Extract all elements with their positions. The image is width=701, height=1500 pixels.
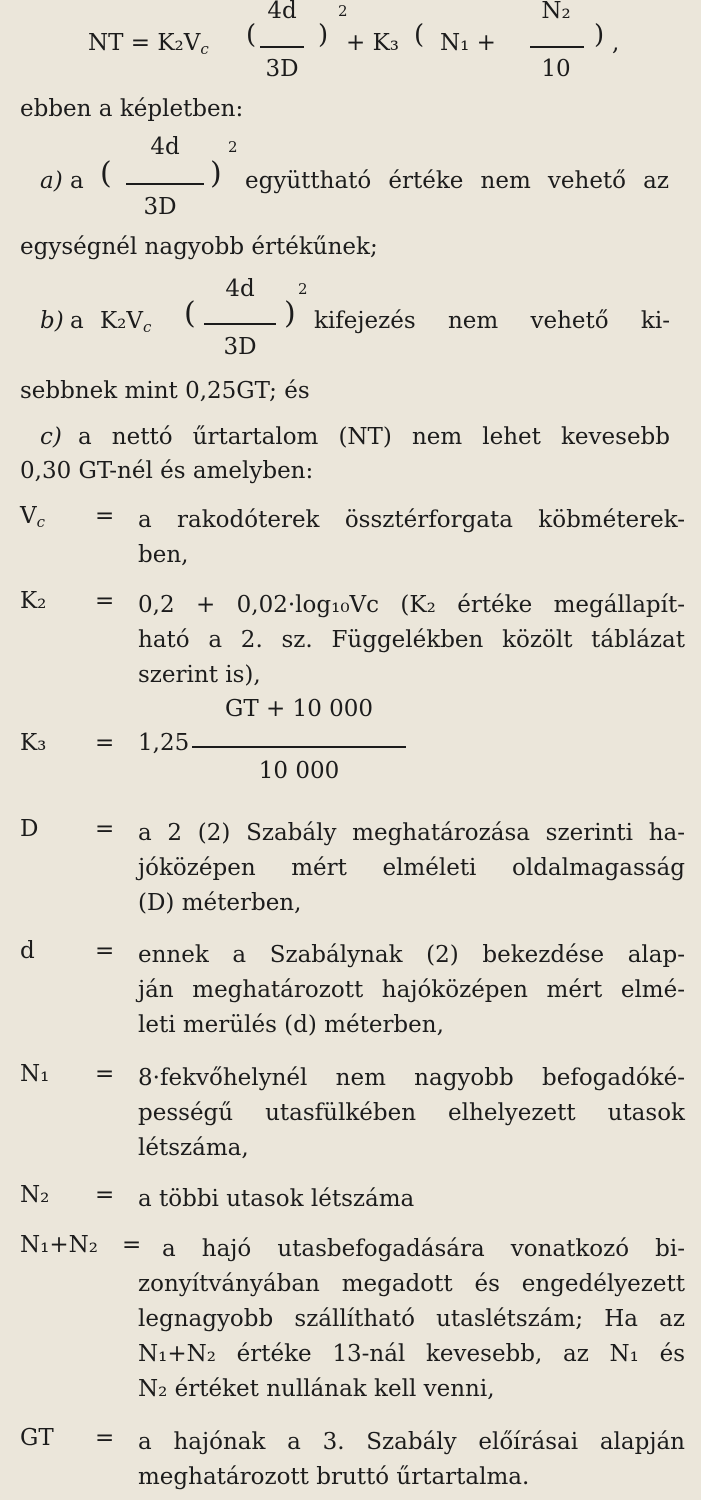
definition-symbol: GT bbox=[20, 1425, 54, 1451]
definition-symbol: N₂ bbox=[20, 1182, 50, 1208]
definition-symbol: D bbox=[20, 816, 39, 842]
k3-frac-num: GT + 10 000 bbox=[224, 696, 374, 722]
equals-sign: = bbox=[95, 1425, 115, 1451]
formula-frac1-den: 3D bbox=[265, 56, 299, 82]
definition-text: a rakodóterek össztérforgata köbméterek- ben, bbox=[138, 507, 685, 568]
equals-sign: = bbox=[95, 588, 115, 614]
equals-sign: = bbox=[95, 730, 115, 756]
item-b-paren-close: ) bbox=[284, 296, 296, 331]
intro-text: ebben a képletben: bbox=[20, 96, 244, 122]
k3-coefficient: 1,25 bbox=[138, 730, 190, 756]
formula-n1-plus: N₁ + bbox=[440, 30, 496, 56]
formula-paren2-open: ( bbox=[414, 20, 425, 50]
item-b-text-line2: sebbnek mint 0,25GT; és bbox=[20, 378, 310, 404]
item-c-label: c) bbox=[40, 424, 62, 450]
equals-sign: = bbox=[122, 1232, 142, 1258]
item-b-frac-bar bbox=[204, 323, 276, 325]
definition-text: 8·fekvőhelynél nem nagyobb befogadóké- pességű utasfülkében elhelyezett utasok létszáma, bbox=[138, 1065, 685, 1161]
item-b-k2vc: $K_2V_c$ bbox=[100, 308, 152, 336]
definition-text: a többi utasok létszáma bbox=[138, 1186, 415, 1212]
definition-symbol: K₃ bbox=[20, 730, 47, 756]
equals-sign: = bbox=[95, 938, 115, 964]
item-b-label: b) bbox=[40, 308, 64, 334]
formula-frac2-bar bbox=[530, 46, 584, 48]
definition-symbol: $V_c$ bbox=[20, 503, 46, 531]
formula-frac1-num: 4d bbox=[267, 0, 297, 24]
formula-frac2-den: 10 bbox=[541, 56, 571, 82]
item-c-line2: 0,30 GT-nél és amelyben: bbox=[20, 458, 314, 484]
item-b-text-line1: kifejezés nem vehető ki- bbox=[314, 308, 670, 334]
formula-paren-open: ( bbox=[246, 20, 257, 50]
item-a-text-line1: együttható értéke nem vehető az bbox=[245, 168, 669, 194]
item-a-paren-close: ) bbox=[210, 156, 222, 191]
item-a-frac-num: 4d bbox=[150, 134, 180, 160]
item-a-paren-open: ( bbox=[100, 156, 112, 191]
formula-plus-k3: + K₃ bbox=[346, 30, 399, 56]
definition-symbol: N₁+N₂ bbox=[20, 1232, 98, 1258]
definition-text: a 2 (2) Szabály meghatározása szerinti ha- jóközépen mért elméleti oldalmagasság (D) méterben, bbox=[138, 820, 685, 916]
item-c-line1: a nettó űrtartalom (NT) nem lehet kevesebb bbox=[78, 424, 670, 450]
item-a-frac-den: 3D bbox=[143, 194, 177, 220]
definition-text: 0,2 + 0,02·log₁₀Vc (K₂ értéke megállapít- ható a 2. sz. Függelékben közölt táblázat szerint is), bbox=[138, 592, 685, 688]
formula-trail: , bbox=[612, 30, 620, 56]
formula-exp1: 2 bbox=[338, 2, 348, 20]
definition-symbol: K₂ bbox=[20, 588, 47, 614]
definition-text: a hajó utasbefogadására vonatkozó bi- zonyítványában megadott és engedélyezett legnagyobb szállítható utaslétszám; Ha az N₁+N₂ értéke 13-nál kevesebb, az N₁ és N₂ értéket nullának kell venni, bbox=[138, 1236, 685, 1402]
formula-frac2-num: N₂ bbox=[541, 0, 571, 24]
k3-frac-den: 10 000 bbox=[258, 758, 340, 784]
item-b-word: a bbox=[70, 308, 84, 334]
equals-sign: = bbox=[95, 1061, 115, 1087]
definition-symbol: N₁ bbox=[20, 1061, 50, 1087]
formula-paren2-close: ) bbox=[594, 20, 605, 50]
formula-paren-close: ) bbox=[318, 20, 329, 50]
equals-sign: = bbox=[95, 503, 115, 529]
item-b-paren-open: ( bbox=[184, 296, 196, 331]
definition-symbol: d bbox=[20, 938, 35, 964]
equals-sign: = bbox=[95, 816, 115, 842]
k3-frac-bar bbox=[192, 746, 406, 748]
definition-text: ennek a Szabálynak (2) bekezdése alap- ján meghatározott hajóközépen mért elmé- leti merülés (d) méterben, bbox=[138, 942, 685, 1038]
formula-frac1-bar bbox=[260, 46, 304, 48]
item-a-label: a) bbox=[40, 168, 63, 194]
item-a-text-line2: egységnél nagyobb értékűnek; bbox=[20, 234, 378, 260]
item-b-frac-num: 4d bbox=[225, 276, 255, 302]
item-a-frac-bar bbox=[126, 183, 204, 185]
item-a-exp: 2 bbox=[228, 138, 238, 156]
item-b-exp: 2 bbox=[298, 280, 308, 298]
formula-lhs: NT = $K_2V_c$ bbox=[88, 30, 209, 58]
definition-text: a hajónak a 3. Szabály előírásai alapján meghatározott bruttó űrtartalma. bbox=[138, 1429, 685, 1490]
item-b-frac-den: 3D bbox=[223, 334, 257, 360]
equals-sign: = bbox=[95, 1182, 115, 1208]
item-a-word: a bbox=[70, 168, 84, 194]
